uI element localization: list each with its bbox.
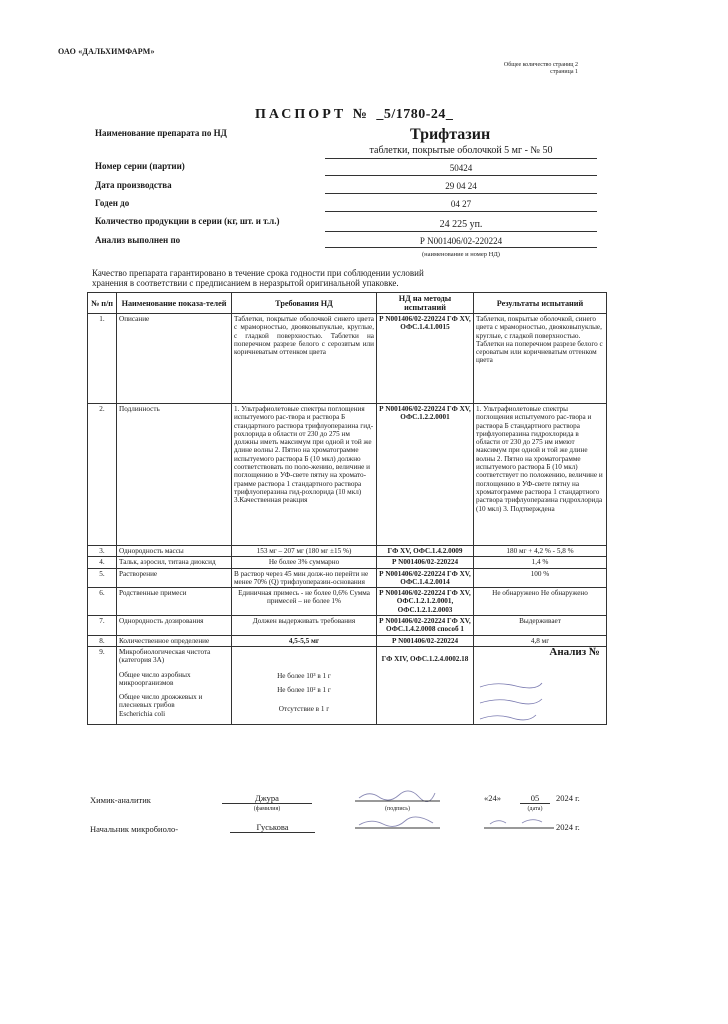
row-result: Таблетки, покрытые оболочкой, синего цвета с мраморностью, двояковыпуклые, круглые, с гладкой поверхностью. Таблетки на поперечном разрезе белого с сероватым или коричневатым оттенком цвета [474, 314, 607, 404]
production-date-line [325, 193, 597, 194]
row-method: Р N001406/02-220224 ГФ XV, ОФС.1.2.1.2.0001, ОФС.1.2.1.2.0003 [377, 588, 474, 616]
drug-form-line [325, 158, 597, 159]
row-indicator: Тальк, аэросил, титана диоксид [117, 557, 232, 568]
sign-day: «24» [484, 793, 501, 803]
head-signature [355, 815, 440, 829]
row-number: 7. [88, 616, 117, 636]
row-method: Р N001406/02-220224 ГФ XV, ОФС.1.4.1.0015 [377, 314, 474, 404]
row-requirement: В раствор через 45 мин долж-но перейти не менее 70% (Q) трифлуоперазин-основания [232, 568, 377, 588]
expiry-label: Годен до [95, 198, 130, 208]
analysis-line [325, 247, 597, 248]
row-number: 9. [88, 646, 117, 724]
header-requirements: Требования НД [232, 293, 377, 314]
row-number: 8. [88, 635, 117, 646]
row-indicator: Однородность массы [117, 546, 232, 557]
row-number: 5. [88, 568, 117, 588]
row-indicator: Растворение [117, 568, 232, 588]
micro-title: Микробиологическая чистота (категория 3А) [119, 647, 211, 665]
table-row [88, 546, 607, 557]
header-results: Результаты испытаний [474, 293, 607, 314]
page-count-total: Общее количество страниц 2 [503, 62, 578, 68]
row-requirement: 1. Ультрафиолетовые спектры поглощения испытуемого рас-твора и раствора Б стандартного раствора трифлуоперазина гид-рохлорида в области от 230 до 275 нм должны иметь максимум при одной и той же длине волны 2. Пятно на хроматограмме испытуемого раствора Б (10 мкл) должно соответствовать по поло-жению, величине и поглощению в УФ-свете пятну на хромато-грамме раствора 1 стандартного раствора трифлуоперазина гид-рохлорида (10 мкл) 3.Качественная реакция [232, 404, 377, 546]
table-row [88, 616, 607, 636]
passport-number: _5/1780-24_ [376, 107, 454, 122]
row-indicator: Количественное определение [117, 635, 232, 646]
micro-aerobic-req: Не более 10³ в 1 г [277, 671, 331, 680]
row-number: 2. [88, 404, 117, 546]
analysis-caption: (наименование и номер НД) [422, 251, 500, 258]
header-methods: НД на методы испытаний [377, 293, 474, 314]
row-result: 4,8 мг [474, 635, 607, 646]
row-requirement: Единичная примесь - не более 0,6% Сумма примесей – не более 1% [232, 588, 377, 616]
table-row [88, 646, 607, 724]
chemist-name: Джура [222, 793, 312, 804]
row-number: 1. [88, 314, 117, 404]
row-method: ГФ XIV, ОФС.1.2.4.0002.18 [377, 646, 474, 724]
organization-name: ОАО «ДАЛЬХИМФАРМ» [58, 47, 155, 56]
quantity-line [325, 231, 597, 232]
sign-year: 2024 г. [556, 793, 580, 803]
row-method: Р N001406/02-220224 ГФ XV, ОФС.1.4.2.0008 способ 1 [377, 616, 474, 636]
series-line [325, 175, 597, 176]
row-method: Р N001406/02-220224 [377, 635, 474, 646]
table-row [88, 568, 607, 588]
row-indicator: Родственные примеси [117, 588, 232, 616]
series-label: Номер серии (партии) [95, 161, 185, 171]
row-requirement: 4,5-5,5 мг [232, 635, 377, 646]
header-indicator: Наименование показа-телей [117, 293, 232, 314]
chemist-signature [355, 788, 440, 802]
row-result: Выдерживает [474, 616, 607, 636]
row-result: 180 мг + 4,2 % - 5,8 % [474, 546, 607, 557]
header-number: № п/п [88, 293, 117, 314]
drug-form: таблетки, покрытые оболочкой 5 мг - № 50 [369, 145, 553, 156]
row-number: 6. [88, 588, 117, 616]
expiry-value: 04 27 [450, 199, 472, 209]
drug-name: Трифтазин [410, 126, 491, 143]
results-table [87, 292, 607, 725]
row-indicator: Описание [117, 314, 232, 404]
micro-ecoli-label: Escherichia coli [119, 709, 166, 718]
table-row [88, 404, 607, 546]
row-indicator: Подлинность [117, 404, 232, 546]
page-count [470, 62, 578, 76]
table-row [88, 314, 607, 404]
production-date-label: Дата производства [95, 180, 172, 190]
row-requirement: Не более 3% суммарно [232, 557, 377, 568]
row-result: 1. Ультрафиолетовые спектры поглощения испытуемого рас-твора и раствора Б стандартного раствора трифлуоперазина гидрохлорида в области от 230 до 275 нм имеют максимум при одной и той же длине волны 2. Пятно на хроматограмме испытуемого раствора Б (10 мкл) соответствует по положению, величине и поглощению в УФ-свете пятну на хроматограмме раствора 1 стандартного раствора трифлуоперазина гидрохлорида (10 мкл) 3. Подтверждена [474, 404, 607, 546]
expiry-line [325, 211, 597, 212]
sign-month: 05 [520, 793, 550, 804]
row-result: 1,4 % [474, 557, 607, 568]
row-indicator [117, 646, 232, 724]
row-requirement: Должен выдерживать требования [232, 616, 377, 636]
row-method: ГФ XV, ОФС.1.4.2.0009 [377, 546, 474, 557]
row-result [474, 646, 607, 724]
row-method: Р N001406/02-220224 ГФ XV, ОФС.1.2.2.0001 [377, 404, 474, 546]
table-header-row [88, 293, 607, 314]
row-result: 100 % [474, 568, 607, 588]
micro-ecoli-req: Отсутствие в 1 г [278, 704, 330, 713]
row-requirement: Таблетки, покрытые оболочкой синего цвета с мраморностью, двояковыпуклые, круглые, с гладкой поверхностью. Таблетки на поперечном разрезе белого с серозвтым или коричневатым оттенком цвета [232, 314, 377, 404]
series-value: 50424 [449, 163, 473, 173]
table-row [88, 588, 607, 616]
caption-signature: (подпись) [385, 806, 410, 812]
quantity-label: Количество продукции в серии (кг, шт. и т.л.) [95, 216, 280, 226]
table-row [88, 635, 607, 646]
micro-aerobic-label: Общее число аэробных микроорганизмов [119, 670, 191, 687]
caption-surname: (фамилия) [253, 806, 281, 812]
quality-note: Качество препарата гарантировано в течение срока годности при соблюдении условий хранения в соответствии с предписанием в неразрытой оригинальной упаковке. [92, 268, 424, 288]
quantity-value: 24 225 уп. [439, 219, 483, 230]
chemist-label: Химик-аналитик [90, 795, 151, 805]
row-method: Р N001406/02-220224 [377, 557, 474, 568]
page-number: страница 1 [550, 69, 578, 75]
title-prefix: ПАСПОРТ № [255, 107, 370, 122]
head-label: Начальник микробиоло- [90, 824, 179, 834]
head-sign-year: 2024 г. [556, 822, 580, 832]
drug-name-label: Наименование препарата по НД [95, 128, 227, 138]
row-indicator: Однородность дозирования [117, 616, 232, 636]
analysis-value: Р N001406/02-220224 [419, 236, 503, 246]
micro-fungi-req: Не более 10² в 1 г [277, 686, 331, 695]
head-date-handwritten [484, 815, 554, 829]
caption-date: (дата) [527, 806, 543, 812]
row-result: Не обнаружено Не обнаружено [474, 588, 607, 616]
table-row [88, 557, 607, 568]
row-method: Р N001406/02-220224 ГФ XV, ОФС.1.4.2.0014 [377, 568, 474, 588]
row-number: 3. [88, 546, 117, 557]
micro-fungi-label: Общее число дрожжевых и плесневых грибов [119, 693, 203, 710]
passport-title [255, 107, 453, 123]
handwritten-marks [476, 677, 546, 727]
analysis-label: Анализ выполнен по [95, 235, 181, 245]
production-date-value: 29 04 24 [445, 181, 477, 191]
micro-analysis-ref: Анализ № [549, 645, 600, 658]
row-number: 4. [88, 557, 117, 568]
row-requirement: 153 мг – 207 мг (180 мг ±15 %) [232, 546, 377, 557]
head-name: Гуськова [230, 822, 315, 833]
